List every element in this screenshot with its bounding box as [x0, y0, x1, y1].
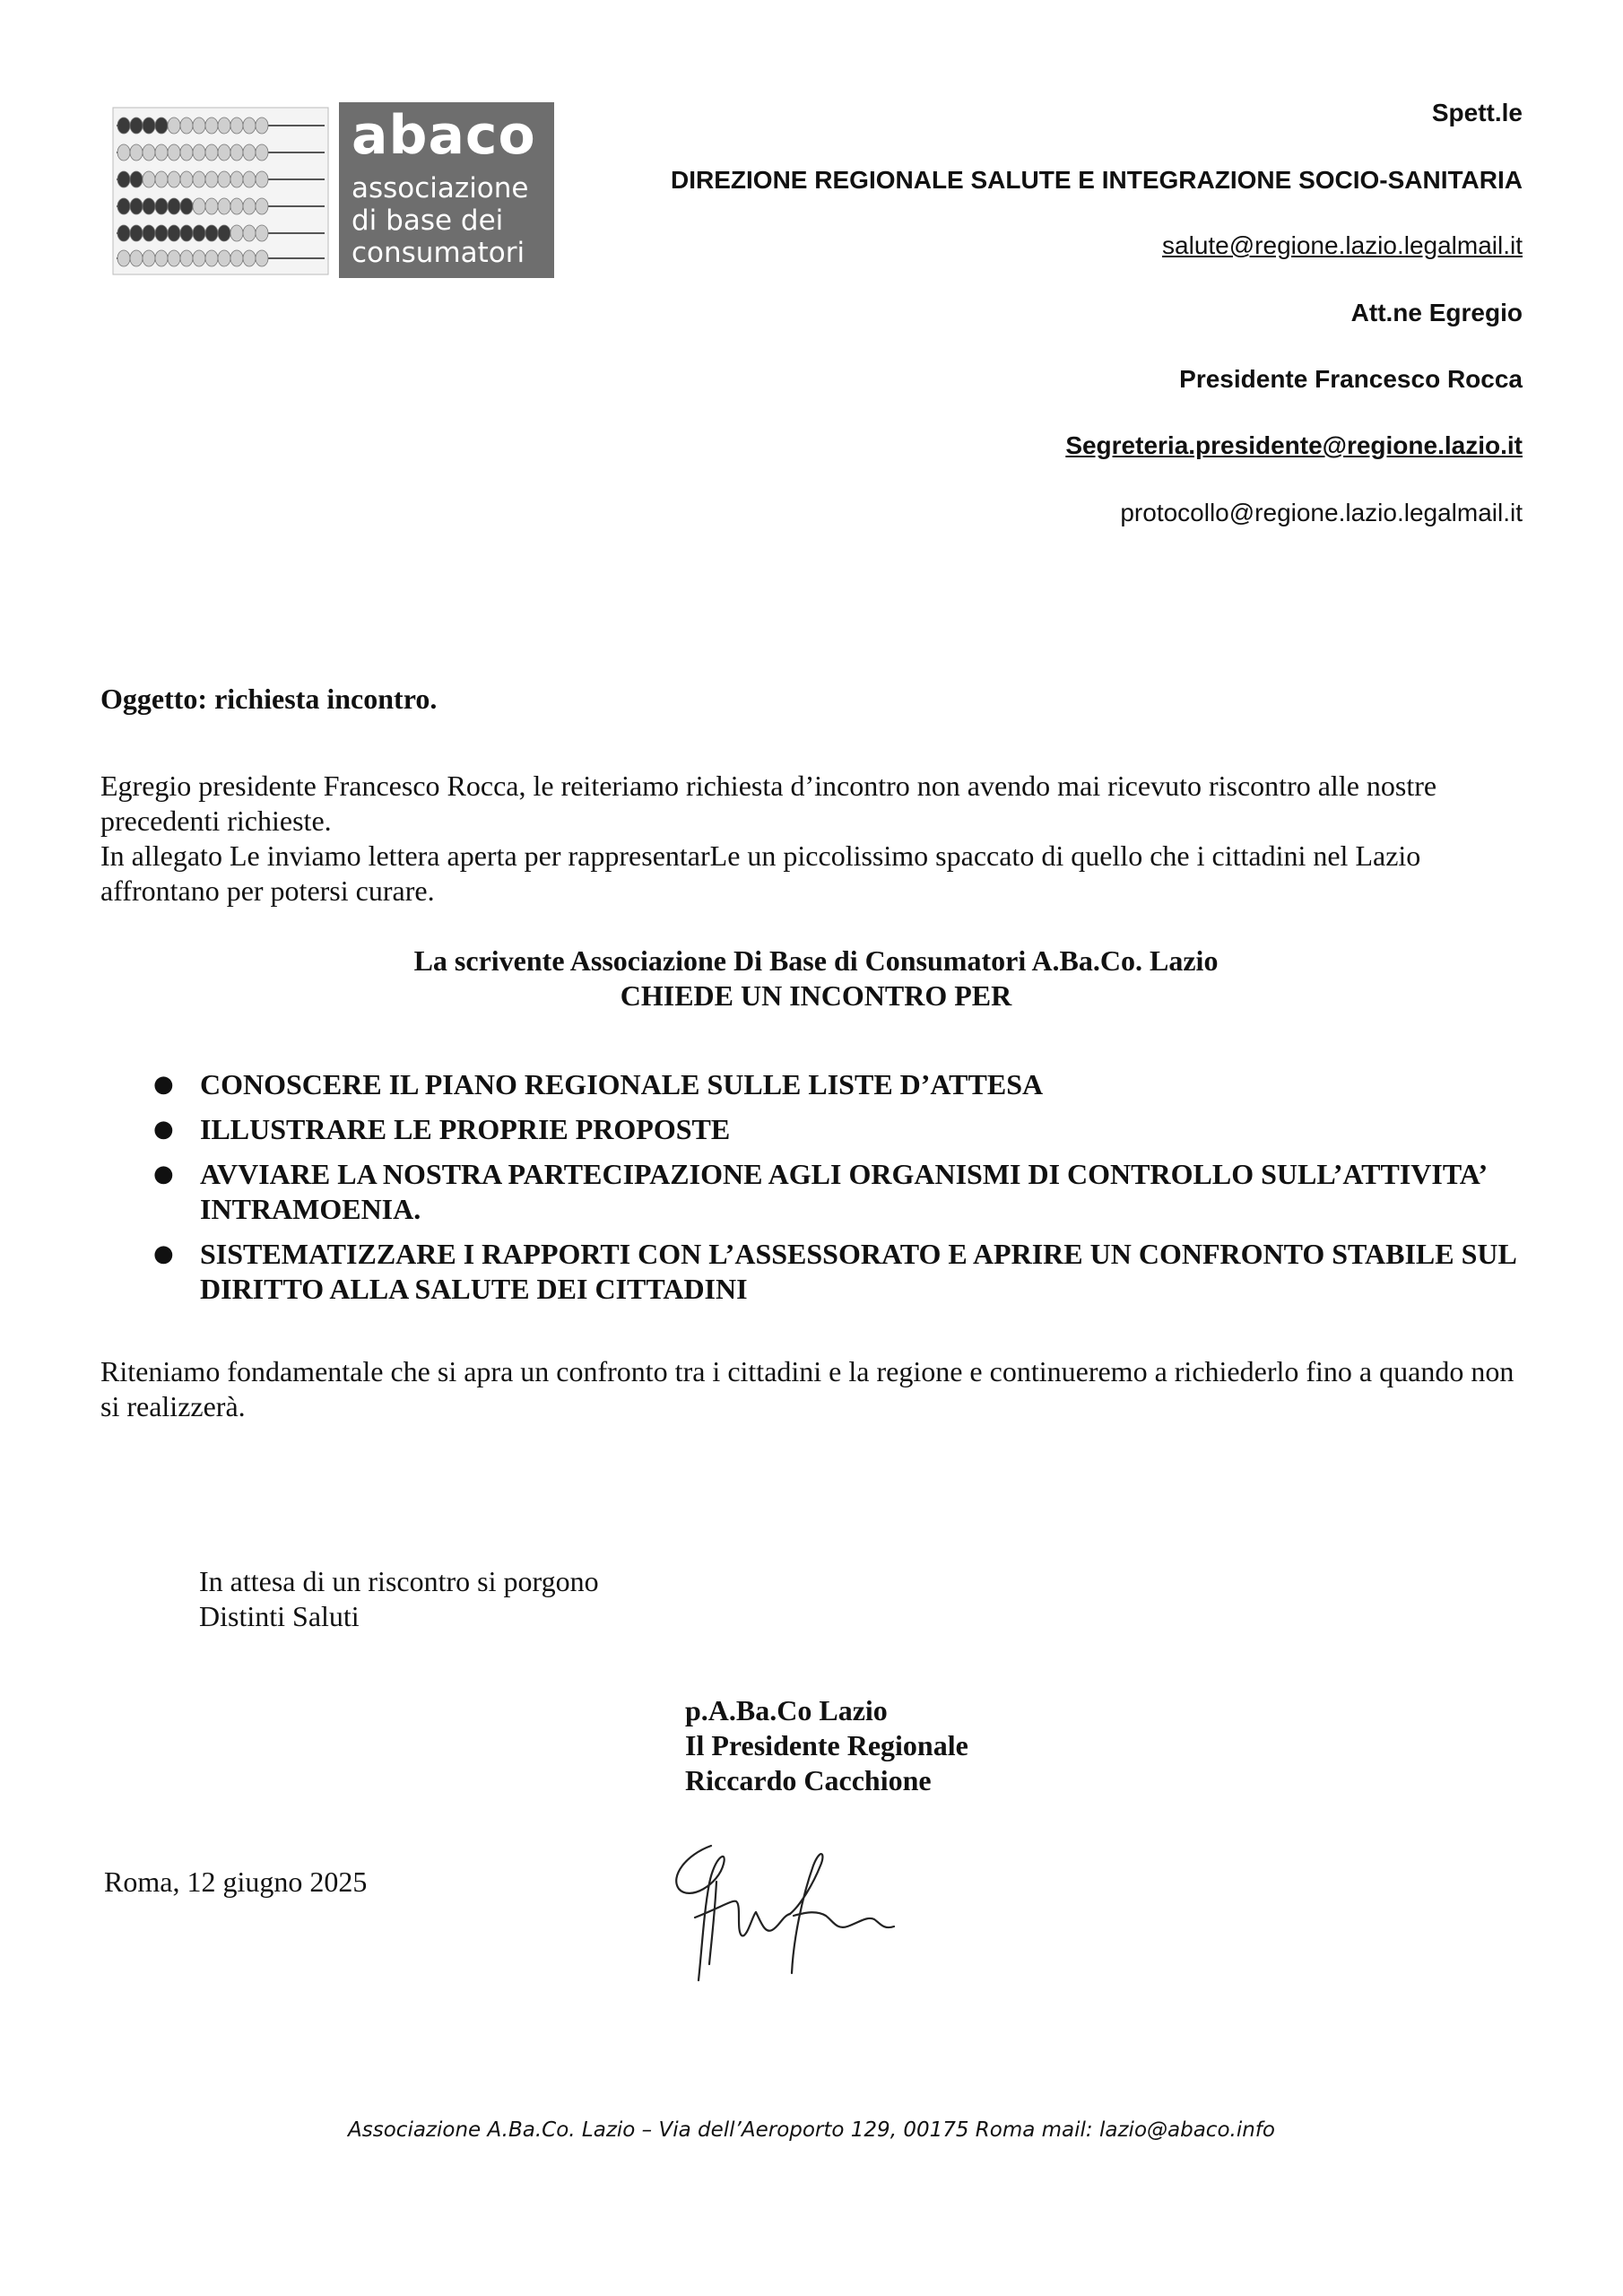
abacus-bead — [218, 250, 230, 266]
abacus-bead — [243, 198, 256, 214]
signature-name: Riccardo Cacchione — [685, 1764, 932, 1796]
header-attention: Att.ne Egregio — [1350, 299, 1523, 326]
abacus-bead — [117, 117, 130, 134]
letter-closing — [199, 1564, 599, 1634]
list-item-text: CONOSCERE IL PIANO REGIONALE SULLE LISTE D’ATTESA — [200, 1068, 1044, 1100]
abacus-bead — [205, 198, 218, 214]
abacus-bead — [117, 225, 130, 241]
header-recipient-name: Presidente Francesco Rocca — [1179, 365, 1523, 393]
abacus-bead — [205, 117, 218, 134]
request-heading-association: La scrivente Associazione Di Base di Consumatori A.Ba.Co. Lazio — [413, 944, 1219, 977]
abacus-bead — [243, 250, 256, 266]
logo-tagline-line: associazione — [352, 172, 529, 204]
abacus-bead — [168, 117, 180, 134]
request-list — [148, 1067, 1529, 1317]
signature-block — [685, 1693, 968, 1798]
header-salutation: Spett.le — [1431, 99, 1523, 126]
abacus-bead — [230, 225, 243, 241]
abacus-bead — [117, 250, 130, 266]
abacus-bead — [205, 250, 218, 266]
abacus-bead — [193, 198, 205, 214]
abacus-bead — [168, 198, 180, 214]
abacus-bead — [143, 171, 155, 187]
abacus-icon — [109, 106, 332, 276]
letter-subject: Oggetto: richiesta incontro. — [100, 683, 438, 715]
list-item — [148, 1237, 1529, 1307]
abacus-bead — [193, 250, 205, 266]
abacus-bead — [180, 225, 193, 241]
header-email-protocollo[interactable]: protocollo@regione.lazio.legalmail.it — [1120, 499, 1523, 526]
abacus-bead — [168, 144, 180, 161]
abacus-bead — [256, 117, 268, 134]
bullet-icon: ● — [153, 1071, 174, 1098]
abacus-bead — [230, 250, 243, 266]
signature-role: Il Presidente Regionale — [685, 1729, 968, 1761]
abacus-bead — [193, 117, 205, 134]
abacus-bead — [143, 117, 155, 134]
abacus-bead — [218, 117, 230, 134]
logo-tagline-line: di base dei — [352, 204, 504, 237]
abacus-bead — [155, 117, 168, 134]
list-item — [148, 1112, 1529, 1147]
list-item-text: ILLUSTRARE LE PROPRIE PROPOSTE — [200, 1113, 731, 1145]
abacus-bead — [230, 144, 243, 161]
abacus-bead — [256, 171, 268, 187]
abacus-bead — [205, 171, 218, 187]
abacus-bead — [256, 144, 268, 161]
abacus-bead — [117, 144, 130, 161]
abacus-bead — [256, 198, 268, 214]
abacus-bead — [256, 225, 268, 241]
logo-tagline — [352, 172, 529, 269]
abacus-bead — [193, 171, 205, 187]
paragraph-text: In allegato Le inviamo lettera aperta per rappresentarLe un piccolissimo spaccato di quello che i cittadini nel Lazio affrontano per potersi curare. — [100, 839, 1421, 907]
abacus-bead — [143, 198, 155, 214]
footer-address: Associazione A.Ba.Co. Lazio – Via dell’Aeroporto 129, 00175 Roma mail: lazio@abaco.info — [348, 2118, 1275, 2142]
abacus-bead — [130, 144, 143, 161]
abacus-bead — [130, 198, 143, 214]
signature-org: p.A.Ba.Co Lazio — [685, 1694, 888, 1726]
abacus-bead — [117, 171, 130, 187]
abacus-bead — [155, 250, 168, 266]
abacus-bead — [168, 171, 180, 187]
abacus-bead — [243, 144, 256, 161]
abacus-bead — [180, 198, 193, 214]
abacus-bead — [180, 171, 193, 187]
abacus-bead — [205, 144, 218, 161]
header-recipient-office: DIREZIONE REGIONALE SALUTE E INTEGRAZIONE SOCIO-SANITARIA — [671, 166, 1523, 194]
abacus-bead — [205, 225, 218, 241]
abacus-bead — [180, 117, 193, 134]
abacus-bead — [180, 144, 193, 161]
abacus-bead — [218, 198, 230, 214]
abacus-bead — [218, 144, 230, 161]
abacus-bead — [117, 198, 130, 214]
list-item — [148, 1157, 1529, 1227]
abacus-bead — [155, 144, 168, 161]
abacus-bead — [243, 225, 256, 241]
abacus-bead — [143, 144, 155, 161]
paragraph-text: Egregio presidente Francesco Rocca, le reiteriamo richiesta d’incontro non avendo mai ricevuto riscontro alle nostre precedenti richieste. — [100, 770, 1437, 837]
abacus-bead — [130, 225, 143, 241]
abacus-bead — [230, 198, 243, 214]
abacus-bead — [230, 117, 243, 134]
abacus-bead — [256, 250, 268, 266]
abacus-bead — [155, 198, 168, 214]
logo-brand: abaco — [352, 104, 536, 167]
abacus-bead — [155, 225, 168, 241]
abacus-bead — [193, 225, 205, 241]
place-date: Roma, 12 giugno 2025 — [104, 1866, 368, 1898]
abacus-bead — [180, 250, 193, 266]
abacus-bead — [218, 225, 230, 241]
abacus-bead — [155, 171, 168, 187]
header-email-salute[interactable]: salute@regione.lazio.legalmail.it — [1162, 231, 1523, 259]
bullet-icon: ● — [153, 1240, 174, 1267]
abacus-bead — [243, 171, 256, 187]
abacus-bead — [218, 171, 230, 187]
abacus-bead — [130, 171, 143, 187]
letter-paragraph-intro — [100, 769, 1532, 909]
request-heading-title: CHIEDE UN INCONTRO PER — [620, 979, 1012, 1012]
logo-badge — [339, 102, 554, 278]
abacus-bead — [230, 171, 243, 187]
list-item-text: AVVIARE LA NOSTRA PARTECIPAZIONE AGLI ORGANISMI DI CONTROLLO SULL’ATTIVITA’ INTRAMOENIA. — [200, 1158, 1486, 1225]
logo-tagline-line: consumatori — [352, 237, 525, 269]
bullet-icon: ● — [153, 1161, 174, 1187]
closing-line: In attesa di un riscontro si porgono — [199, 1565, 599, 1597]
letter-paragraph-conclusion: Riteniamo fondamentale che si apra un confronto tra i cittadini e la regione e continueremo a richiederlo fino a quando non si realizzerà. — [100, 1355, 1515, 1422]
abacus-bead — [130, 250, 143, 266]
header-email-segreteria[interactable]: Segreteria.presidente@regione.lazio.it — [1065, 431, 1523, 459]
closing-line: Distinti Saluti — [199, 1600, 360, 1632]
list-item — [148, 1067, 1529, 1102]
abacus-bead — [243, 117, 256, 134]
abacus-bead — [143, 225, 155, 241]
bullet-icon: ● — [153, 1116, 174, 1143]
abacus-bead — [193, 144, 205, 161]
abacus-bead — [168, 225, 180, 241]
list-item-text: SISTEMATIZZARE I RAPPORTI CON L’ASSESSORATO E APRIRE UN CONFRONTO STABILE SUL DIRITTO ALLA SALUTE DEI CITTADINI — [200, 1238, 1516, 1305]
handwritten-signature — [659, 1830, 928, 2000]
abacus-bead — [130, 117, 143, 134]
abaco-logo — [109, 100, 554, 280]
abacus-bead — [168, 250, 180, 266]
abacus-bead — [143, 250, 155, 266]
